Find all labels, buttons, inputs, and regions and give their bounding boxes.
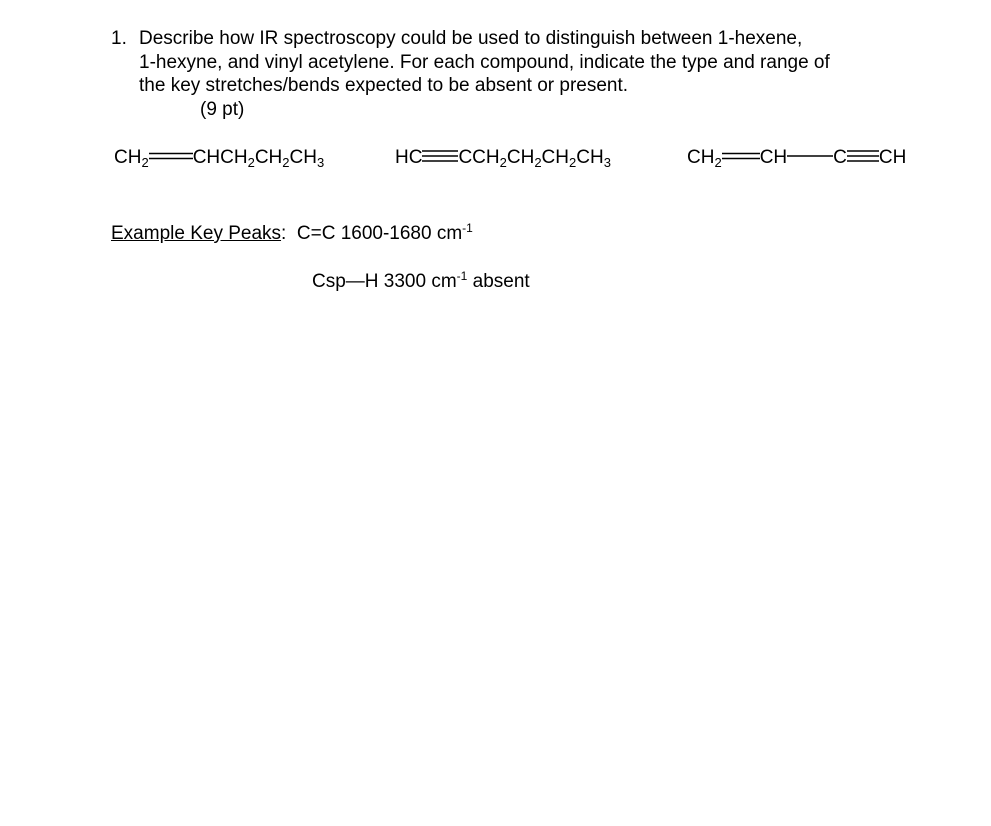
structure-vinyl-acetylene <box>687 146 906 170</box>
single-bond-icon <box>787 151 833 161</box>
hexene-subscript: 3 <box>316 155 325 170</box>
peak-csp-h <box>312 270 530 294</box>
question-line-3: the key stretches/bends expected to be absent or present. <box>139 75 629 96</box>
hexene-subscript: 2 <box>282 155 290 170</box>
hexene-group-chch2: CHCH <box>192 147 248 168</box>
hexene-subscript: 2 <box>141 155 149 170</box>
peak-alkene-superscript: -1 <box>462 221 473 235</box>
peak-alkene: C=C 1600-1680 cm <box>296 223 463 244</box>
hexyne-subscript: 3 <box>603 155 611 170</box>
vinyl-group-ch: CH <box>759 147 788 168</box>
peak-csp-h-status: absent <box>467 271 530 292</box>
peak-csp-h-superscript: -1 <box>456 269 468 283</box>
triple-bond-icon <box>847 149 879 163</box>
peaks-heading: Example Key Peaks <box>111 223 282 244</box>
hexyne-group-cch2: CCH <box>458 147 500 168</box>
question-number: 1. <box>111 28 127 49</box>
example-key-peaks <box>111 222 473 246</box>
question-line-1: Describe how IR spectroscopy could be used to distinguish between 1-hexene, <box>139 28 803 49</box>
hexyne-group-ch3: CH <box>576 147 604 168</box>
hexyne-subscript: 2 <box>499 155 507 170</box>
question-1 <box>111 27 911 121</box>
question-line-2: 1-hexyne, and vinyl acetylene. For each compound, indicate the type and range of <box>139 51 830 73</box>
hexene-group-ch2: CH <box>114 147 142 168</box>
structure-1-hexyne <box>395 146 611 170</box>
hexene-subscript: 2 <box>247 155 255 170</box>
question-points: (9 pt) <box>200 98 245 120</box>
hexyne-group-ch: CH <box>541 147 569 168</box>
vinyl-group-ch: CH <box>878 147 907 168</box>
vinyl-group-c: C <box>833 147 847 168</box>
triple-bond-icon <box>422 149 458 163</box>
peaks-colon: : <box>281 223 287 244</box>
double-bond-icon <box>149 151 193 161</box>
peak-csp-h-text: Csp—H 3300 cm <box>312 271 457 292</box>
hexyne-group-hc: HC <box>395 147 423 168</box>
hexene-group-ch3: CH <box>289 147 317 168</box>
hexyne-subscript: 2 <box>534 155 542 170</box>
structure-1-hexene <box>114 146 324 170</box>
hexene-group-ch: CH <box>254 147 283 168</box>
hexyne-group-ch: CH <box>506 147 535 168</box>
vinyl-subscript: 2 <box>714 155 722 170</box>
question-text <box>139 27 911 121</box>
hexyne-subscript: 2 <box>569 155 577 170</box>
vinyl-group-ch2: CH <box>687 147 715 168</box>
double-bond-icon <box>722 151 760 161</box>
